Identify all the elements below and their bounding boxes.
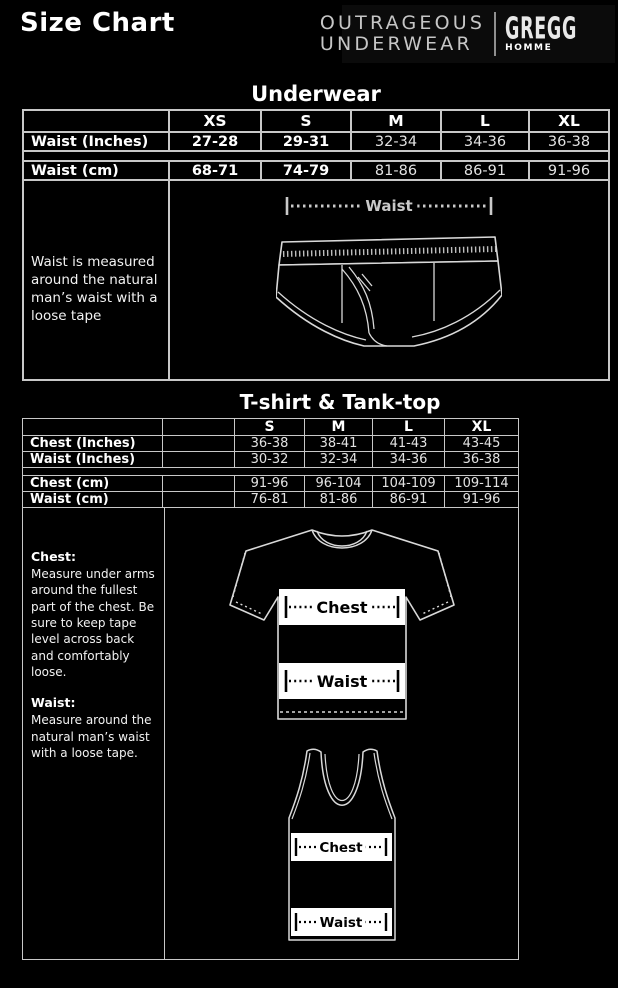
underwear-measurement-note: Waist is measured around the natural man’s waist with a loose tape [24, 181, 170, 379]
corner-cell [23, 110, 169, 132]
brand-wordmark [320, 13, 485, 56]
size-value: 68-71 [169, 161, 261, 180]
brand-logo [319, 5, 615, 63]
table-row [23, 132, 609, 151]
gap-cell [163, 419, 235, 436]
size-value: 32-34 [351, 132, 441, 151]
size-header-row [23, 110, 609, 132]
size-value: 43-45 [445, 436, 519, 452]
size-column-header: M [305, 419, 373, 436]
size-value: 81-86 [305, 492, 373, 508]
spacer-row [23, 151, 609, 161]
briefs-diagram-area [170, 181, 608, 379]
size-column-header: XL [529, 110, 609, 132]
gap-cell [163, 492, 235, 508]
gap-cell [163, 452, 235, 468]
size-value: 36-38 [529, 132, 609, 151]
tshirt-size-table [22, 418, 519, 508]
chest-note-body: Measure under arms around the fullest part of the chest. Be sure to keep tape level across back and comfortably loose. [31, 567, 155, 679]
size-value: 96-104 [305, 476, 373, 492]
waist-measure-indicator [284, 194, 494, 218]
table-row [23, 452, 519, 468]
size-value: 91-96 [445, 492, 519, 508]
size-value: 27-28 [169, 132, 261, 151]
size-column-header: XL [445, 419, 519, 436]
row-label: Waist (cm) [23, 161, 169, 180]
spacer-cell [23, 151, 609, 161]
underwear-section [22, 109, 610, 390]
underwear-diagram-row [22, 181, 610, 381]
brand-word-line1: OUTRAGEOUS [319, 11, 486, 34]
size-column-header: XS [169, 110, 261, 132]
tshirt-section-title: T-shirt & Tank-top [239, 390, 441, 414]
size-value: 34-36 [441, 132, 529, 151]
chest-note-heading: Chest: [31, 549, 76, 564]
size-value: 32-34 [305, 452, 373, 468]
corner-cell [23, 419, 163, 436]
size-value: 34-36 [373, 452, 445, 468]
row-label: Chest (Inches) [23, 436, 163, 452]
underwear-size-table [22, 109, 610, 181]
size-column-header: M [351, 110, 441, 132]
tanktop-diagram [287, 748, 397, 946]
size-value: 91-96 [235, 476, 305, 492]
size-value: 86-91 [373, 492, 445, 508]
row-label: Waist (Inches) [23, 452, 163, 468]
waist-note-heading: Waist: [31, 695, 76, 711]
size-value: 36-38 [445, 452, 519, 468]
gap-cell [163, 436, 235, 452]
tank-chest-band-label: Chest [318, 840, 363, 856]
size-value: 29-31 [261, 132, 351, 151]
tshirt-diagram [228, 523, 456, 729]
size-value: 76-81 [235, 492, 305, 508]
size-value: 86-91 [441, 161, 529, 180]
brand-gregg [505, 10, 608, 53]
spacer-cell [23, 468, 519, 476]
tshirt-section [22, 418, 519, 967]
row-label: Chest (cm) [23, 476, 163, 492]
table-row [23, 436, 519, 452]
tshirt-diagram-row [22, 508, 519, 960]
size-value: 38-41 [305, 436, 373, 452]
size-column-header: L [441, 110, 529, 132]
size-column-header: S [261, 110, 351, 132]
table-row [23, 476, 519, 492]
size-value: 41-43 [373, 436, 445, 452]
size-value: 30-32 [235, 452, 305, 468]
table-row [23, 161, 609, 180]
table-row [23, 492, 519, 508]
size-header-row [23, 419, 519, 436]
size-value: 104-109 [373, 476, 445, 492]
size-value: 81-86 [351, 161, 441, 180]
size-value: 36-38 [235, 436, 305, 452]
size-value: 91-96 [529, 161, 609, 180]
size-column-header: L [373, 419, 445, 436]
size-column-header: S [235, 419, 305, 436]
underwear-section-title: Underwear [251, 82, 381, 106]
page-title: Size Chart [20, 8, 175, 38]
tshirt-chest-band-label: Chest [315, 598, 368, 617]
size-value: 74-79 [261, 161, 351, 180]
gap-cell [163, 476, 235, 492]
row-label: Waist (cm) [23, 492, 163, 508]
briefs-diagram [276, 233, 502, 353]
row-label: Waist (Inches) [23, 132, 169, 151]
tank-waist-band-label: Waist [319, 915, 362, 931]
brand-separator [494, 12, 496, 56]
size-value: 109-114 [445, 476, 519, 492]
brand-gregg-name: GREGG [505, 10, 578, 46]
tshirt-waist-band-label: Waist [316, 672, 367, 691]
tshirt-measurement-notes [23, 508, 165, 959]
brand-gregg-sub: HOMME [505, 42, 553, 53]
waist-measure-label: Waist [365, 197, 413, 215]
brand-word-line2: UNDERWEAR [319, 33, 473, 55]
waist-note-body: Measure around the natural man’s waist with a loose tape. [31, 713, 152, 760]
spacer-row [23, 468, 519, 476]
garment-diagram-area [165, 508, 518, 959]
